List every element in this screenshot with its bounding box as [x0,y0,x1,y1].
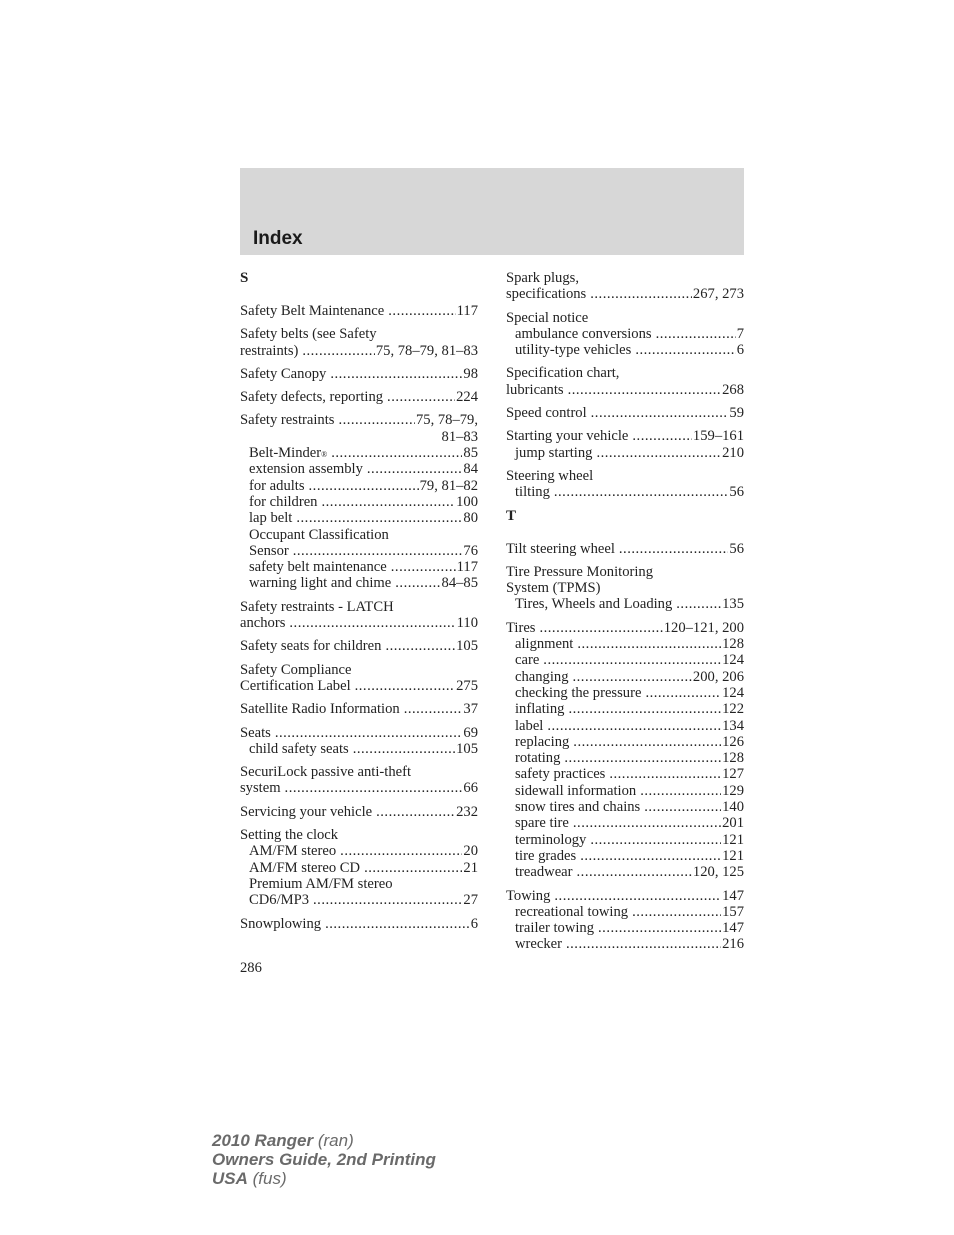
entry-term: child safety seats [249,740,349,757]
page-ref: 66 [463,780,478,797]
page-ref: 157 [722,903,744,920]
index-entry-line [506,286,744,302]
index-entry-line [240,326,478,342]
index-entry [240,303,478,319]
index-entry-line [240,804,478,820]
leader-dots [385,638,455,654]
index-entry-line [240,662,478,678]
page-ref: 105 [456,740,478,757]
leader-dots [644,799,721,815]
index-entry-line [506,382,744,398]
leader-dots [404,701,463,717]
entry-term: changing [515,668,569,685]
leader-dots [635,342,735,358]
index-entry-line [506,428,744,444]
index-entry [506,620,744,881]
index-entry-continuation [240,429,478,445]
page-ref: 267, 273 [692,286,744,303]
page-ref: 75, 78–79, [415,412,478,429]
index-entry [506,270,744,303]
entry-term: Starting your vehicle [506,428,629,445]
leader-dots [573,669,692,685]
leader-dots [640,783,721,799]
index-subentry [506,669,744,685]
index-subentry [506,815,744,831]
index-subentry [240,510,478,526]
page-ref: 127 [722,766,744,783]
index-subentry [506,718,744,734]
entry-term: utility-type vehicles [515,342,632,359]
index-subentry [506,864,744,880]
index-subentry [506,701,744,717]
page-ref: 7 [736,325,744,342]
index-entry [506,541,744,557]
page-ref: 80 [463,510,478,527]
page-ref: 84–85 [441,575,478,592]
page-ref: 128 [722,750,744,767]
entry-term: tilting [515,484,550,501]
leader-dots [391,559,456,575]
leader-dots [554,484,729,500]
leader-dots [367,461,463,477]
entry-term: Towing [506,887,551,904]
index-subentry [506,685,744,701]
page-ref: 105 [456,638,478,655]
entry-term: SecuriLock passive anti-theft [240,764,412,781]
entry-term: replacing [515,733,570,750]
entry-term: Snowplowing [240,915,322,932]
page-ref: 117 [456,303,478,319]
entry-term: lubricants [506,381,564,398]
page-ref: 121 [722,831,744,848]
index-entry-line [240,303,478,319]
entry-term: Premium AM/FM stereo [249,875,393,892]
leader-dots [285,780,463,796]
entry-term: Tilt steering wheel [506,540,615,557]
page-ref: 121 [722,847,744,864]
entry-term: Tires, Wheels and Loading [515,596,673,613]
index-subentry [240,478,478,494]
index-header-band [240,168,744,255]
entry-term: Certification Label [240,677,351,694]
index-entry [240,662,478,695]
leader-dots [590,286,692,302]
index-column-left [240,268,478,939]
page-ref: 120, 125 [692,864,744,881]
leader-dots [302,343,374,359]
page-ref: 201 [722,815,744,832]
entry-term: warning light and chime [249,575,392,592]
entry-term: wrecker [515,936,562,953]
index-subentry [506,832,744,848]
leader-dots [325,916,470,932]
entry-term: Safety defects, reporting [240,389,384,406]
page-ref: 124 [722,684,744,701]
entry-term: Specification chart, [506,365,620,382]
index-subentry: Belt-Minder ® ..... 85 [240,445,478,461]
entry-term: Safety Belt Maintenance [240,303,385,319]
leader-dots [547,718,721,734]
index-subentry [506,596,744,612]
index-entry [506,405,744,421]
index-subentry [506,326,744,342]
leader-dots [364,860,462,876]
leader-dots [596,445,721,461]
footer-line-3: USA (fus) [212,1169,287,1188]
entry-term: CD6/MP3 [249,892,310,909]
leader-dots [355,678,455,694]
index-subentry [240,892,478,908]
entry-term: Tires [506,619,536,636]
index-entry-line [506,564,744,580]
entry-term: Steering wheel [506,467,594,484]
index-subentry [506,936,744,952]
entry-term: Safety belts (see Safety [240,326,377,343]
leader-dots [388,303,455,319]
index-subentry [240,494,478,510]
index-subentry [240,876,478,892]
entry-term: Occupant Classification [249,526,389,543]
leader-dots [543,652,721,668]
entry-term: safety practices [515,766,606,783]
entry-term: safety belt maintenance [249,559,387,576]
index-entry-line [506,541,744,557]
leader-dots [289,615,455,631]
page-ref: 84 [463,461,478,478]
entry-term: Safety restraints [240,412,335,429]
page-ref: 140 [722,799,744,816]
page-ref: 268 [722,381,744,398]
entry-term: inflating [515,701,565,718]
page-ref: 210 [722,444,744,461]
leader-dots [590,832,721,848]
entry-term: Seats [240,724,271,741]
index-entry [506,428,744,461]
index-entry-line [240,764,478,780]
index-subentry [506,904,744,920]
leader-dots [609,766,721,782]
entry-term: trailer towing [515,920,595,937]
entry-term: Satellite Radio Information [240,701,400,718]
index-entry-line [506,580,744,596]
index-entry [506,365,744,398]
index-entry-line [240,827,478,843]
leader-dots [353,741,455,757]
leader-dots [331,445,462,461]
index-subentry [506,484,744,500]
index-entry [240,827,478,908]
index-entry [240,326,478,359]
entries-right-bottom [506,541,744,953]
entry-term: restraints) [240,342,299,359]
entries-right-top [506,270,744,501]
index-subentry [240,461,478,477]
page-ref: 275 [456,677,478,694]
index-entry-line [506,888,744,904]
entry-term: Safety restraints - LATCH [240,598,394,615]
index-entry [240,366,478,382]
page-ref: 224 [456,389,478,406]
entry-term: lap belt [249,510,293,527]
entry-term: care [515,652,540,669]
leader-dots [313,892,462,908]
index-entry [240,389,478,405]
entry-term: anchors [240,615,286,632]
leader-dots [632,428,692,444]
index-subentry [240,527,478,543]
leader-dots [676,596,721,612]
index-entry [240,725,478,758]
page-ref: 126 [722,733,744,750]
index-entry-line [506,270,744,286]
index-entry-line [240,916,478,932]
leader-dots [338,412,415,428]
index-subentry [506,750,744,766]
page-ref: 37 [463,701,478,718]
entry-term: ambulance conversions [515,325,652,342]
entry-term: treadwear [515,864,573,881]
page-ref: 117 [456,559,478,576]
entry-term: for adults [249,477,305,494]
page-ref: 27 [463,892,478,909]
entry-term: sidewall information [515,782,637,799]
leader-dots [619,541,729,557]
page-ref: 76 [463,542,478,559]
page-ref: 134 [722,717,744,734]
page-ref: 20 [463,843,478,860]
page-ref: 122 [722,701,744,718]
page-ref: 147 [722,887,744,904]
leader-dots [645,685,721,701]
index-entry-line [240,780,478,796]
index-entry [240,701,478,717]
page-ref: 100 [456,493,478,510]
index-entry [240,412,478,591]
index-entry [240,804,478,820]
entry-term: extension assembly [249,461,363,478]
index-subentry [240,575,478,591]
entry-term: system [240,780,281,797]
page-ref: 75, 78–79, 81–83 [375,342,478,359]
index-entry-line [506,620,744,636]
index-subentry [506,848,744,864]
page-ref: 159–161 [692,428,744,445]
index-subentry [506,652,744,668]
page-ref: 147 [722,920,744,937]
leader-dots [656,326,736,342]
index-entry-line [240,701,478,717]
page-number: 286 [240,960,262,976]
section-letter-t: T [506,507,517,524]
leader-dots [309,478,419,494]
page-ref: 21 [463,859,478,876]
entry-term: Safety Canopy [240,365,327,382]
index-column-right [506,270,744,960]
index-entry [240,638,478,654]
entry-term: snow tires and chains [515,799,641,816]
index-entry [506,888,744,953]
page-ref: 56 [729,540,744,557]
page-ref: 110 [456,615,478,632]
entry-term: Special notice [506,309,589,326]
index-entry-line [506,468,744,484]
leader-dots [568,701,721,717]
page-ref: 59 [729,405,744,422]
footer [212,1131,436,1188]
page-ref: 56 [729,484,744,501]
index-subentry [506,783,744,799]
leader-dots [296,510,462,526]
page-ref: 6 [736,342,744,359]
leader-dots [395,575,440,591]
page-ref: 129 [722,782,744,799]
index-entry-line [240,343,478,359]
page-ref: 81–83 [441,428,478,445]
entry-term: Sensor [249,542,289,559]
leader-dots [376,804,455,820]
entry-term: Spark plugs, [506,270,579,286]
leader-dots [554,888,721,904]
index-entry [506,468,744,501]
leader-dots [577,636,721,652]
index-entry-line [240,615,478,631]
entry-term: Belt-Minder [249,445,322,462]
page-ref: 6 [470,915,478,932]
entry-term: Speed control [506,405,587,422]
leader-dots [330,366,462,382]
entry-term: System (TPMS) [506,580,601,597]
entry-term: Setting the clock [240,827,339,844]
leader-dots [573,815,721,831]
page-ref: 124 [722,652,744,669]
index-subentry [506,445,744,461]
footer-line-2: Owners Guide, 2nd Printing [212,1150,436,1169]
page-ref: 69 [463,724,478,741]
index-subentry [506,342,744,358]
index-entry [240,916,478,932]
index-entry [240,599,478,632]
index-entry-line [506,365,744,381]
index-entry-line [240,366,478,382]
page-ref: 216 [722,936,744,953]
entry-term: Safety Compliance [240,661,352,678]
leader-dots [275,725,463,741]
index-entry [506,310,744,359]
entry-term: Tire Pressure Monitoring [506,563,654,580]
leader-dots [564,750,721,766]
entry-term: for children [249,493,318,510]
entry-term: Safety seats for children [240,638,382,655]
index-subentry [240,860,478,876]
index-entry-line [240,638,478,654]
index-entry-line [240,599,478,615]
page-ref: 135 [722,596,744,613]
entry-term: tire grades [515,847,577,864]
entry-term: AM/FM stereo [249,843,337,860]
entry-term: checking the pressure [515,684,642,701]
page-ref: 79, 81–82 [419,477,478,494]
index-entry [240,764,478,797]
leader-dots [591,405,729,421]
page-ref: 120–121, 200 [663,619,744,636]
leader-dots [577,864,692,880]
leader-dots [387,389,455,405]
index-subentry [506,799,744,815]
page-ref: 98 [463,365,478,382]
entry-term: rotating [515,750,561,767]
entry-term: terminology [515,831,587,848]
leader-dots [632,904,721,920]
entry-term: recreational towing [515,903,629,920]
page-ref: 232 [456,803,478,820]
index-subentry [506,766,744,782]
entry-term: jump starting [515,444,593,461]
leader-dots [566,936,721,952]
entry-term: AM/FM stereo CD [249,859,361,876]
footer-line-1: 2010 Ranger (ran) [212,1131,354,1150]
leader-dots [293,543,463,559]
index-subentry [240,559,478,575]
leader-dots [539,620,662,636]
page-title: Index [253,228,303,249]
entry-term: spare tire [515,815,569,832]
index-subentry [240,543,478,559]
index-subentry [240,843,478,859]
index-entry [506,564,744,613]
index-entry-line [240,412,478,428]
index-entry-line [240,389,478,405]
page-ref: 200, 206 [692,668,744,685]
entry-term: specifications [506,286,587,303]
entry-term: Servicing your vehicle [240,803,373,820]
leader-dots [568,382,722,398]
index-subentry [240,741,478,757]
index-subentry [506,636,744,652]
page-ref: 85 [463,445,478,462]
leader-dots [573,734,721,750]
leader-dots [598,920,721,936]
entries-left [240,303,478,932]
leader-dots [580,848,721,864]
index-subentry [506,920,744,936]
section-letter-s: S [240,270,249,286]
index-entry-line [240,678,478,694]
index-entry-line [506,405,744,421]
page-ref: 128 [722,636,744,653]
leader-dots [340,843,462,859]
entry-term: label [515,717,544,734]
index-subentry [506,734,744,750]
index-entry-line [240,725,478,741]
entry-term: alignment [515,636,574,653]
index-entry-line [506,310,744,326]
leader-dots [321,494,455,510]
